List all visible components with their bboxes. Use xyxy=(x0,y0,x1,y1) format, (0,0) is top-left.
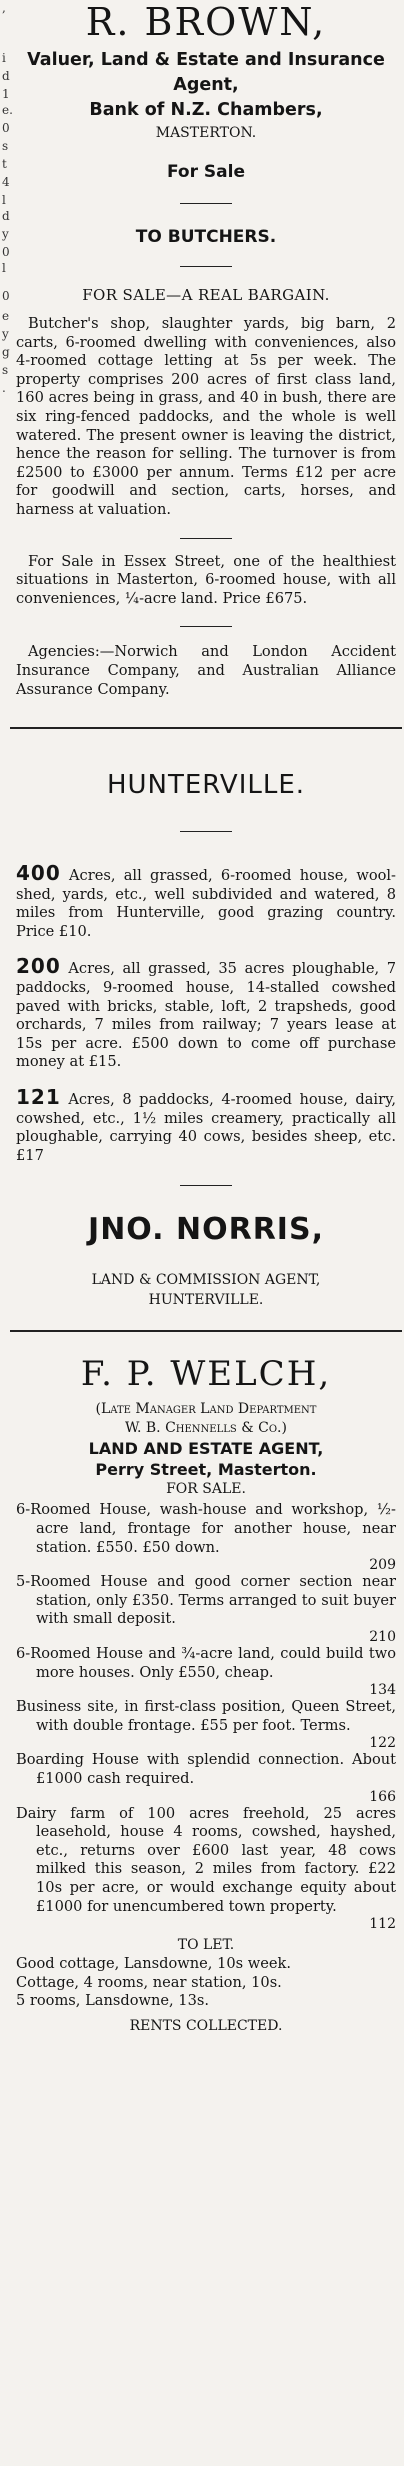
brown-advertisement xyxy=(16,2,396,699)
gutter-mark: 0 xyxy=(2,121,10,135)
gutter-mark: e. xyxy=(2,103,13,117)
gutter-mark: y xyxy=(2,327,9,341)
list-item xyxy=(16,1698,396,1751)
gutter-mark: s xyxy=(2,139,9,153)
lot-acreage: 121 xyxy=(16,1085,61,1110)
welch-name: F. P. WELCH, xyxy=(80,1354,332,1395)
listing-text: 6-Roomed House, wash-house and workshop, ½-acre land, frontage for another house, near station. £550. £50 down. xyxy=(16,1501,396,1556)
gutter-mark: 0 xyxy=(2,245,10,259)
listing-ref: 166 xyxy=(369,1788,396,1805)
list-item xyxy=(16,1645,396,1698)
lot-acreage: 400 xyxy=(16,861,61,886)
bargain-heading: FOR SALE—A REAL BARGAIN. xyxy=(82,286,330,304)
butcher-shop-listing: Butcher's shop, slaughter yards, big barn, 2 carts, 6-roomed dwelling with conveniences, also 4-roomed cottage letting at 5s per week. The property comprises 200 acres of first class land, 160 acres being in grass, and 40 in bush, there are six ring-fenced paddocks, and the whole is well watered. The present owner is leaving the district, hence the reason for selling. The turnover is from £2500 to £3000 per annum. Terms £12 per acre for goodwill and section, carts, horses, and harness at valuation. xyxy=(16,315,396,518)
listing-ref: 210 xyxy=(369,1628,396,1645)
list-item xyxy=(16,1751,396,1804)
agencies-text: Agencies:—Norwich and London Accident Insurance Company, and Australian Alliance Assurance Company. xyxy=(16,643,396,698)
to-butchers-heading: TO BUTCHERS. xyxy=(135,227,277,247)
lot-description: Acres, all grassed, 6-roomed house, wool-shed, yards, etc., well subdivided and watered, 8 miles from Hunterville, good grazing country. Price £10. xyxy=(16,867,396,940)
gutter-mark: e xyxy=(2,309,10,323)
welch-street: Perry Street, Masterton. xyxy=(95,1460,317,1480)
listing-ref: 112 xyxy=(369,1916,396,1933)
list-item xyxy=(16,1805,396,1933)
list-item xyxy=(16,1573,396,1645)
brown-town: MASTERTON. xyxy=(155,125,257,141)
gutter-mark: , xyxy=(2,1,6,15)
hunterville-heading: HUNTERVILLE. xyxy=(106,770,306,801)
gutter-mark: l xyxy=(2,261,6,275)
lot-description: Acres, 8 paddocks, 4-roomed house, dairy, cowshed, etc., 1½ miles creamery, practically all ploughable, carrying 40 cows, besides sheep, etc. £17 xyxy=(16,1091,397,1164)
divider xyxy=(180,831,232,832)
section-separator xyxy=(10,1330,402,1332)
divider xyxy=(180,626,232,627)
gutter-mark: d xyxy=(2,209,10,223)
gutter-mark: g xyxy=(2,345,10,359)
advertisement-column xyxy=(16,0,396,2036)
divider xyxy=(180,203,232,204)
listing-ref: 134 xyxy=(369,1682,396,1699)
welch-for-sale: FOR SALE. xyxy=(166,1481,246,1498)
lot-400-listing xyxy=(16,861,396,941)
gutter-mark: . xyxy=(2,381,6,395)
norris-name: JNO. NORRIS, xyxy=(88,1212,324,1248)
to-let-item: Good cottage, Lansdowne, 10s week. xyxy=(16,1955,292,1973)
welch-chennells: W. B. Chennells & Co.) xyxy=(125,1420,287,1437)
welch-title: LAND AND ESTATE AGENT, xyxy=(88,1439,324,1459)
brown-name: R. BROWN, xyxy=(85,0,327,44)
norris-role: LAND & COMMISSION AGENT, xyxy=(91,1272,321,1289)
gutter-mark: i xyxy=(2,51,6,65)
rents-collected: RENTS COLLECTED. xyxy=(129,2017,283,2034)
listing-ref: 122 xyxy=(369,1735,396,1752)
listing-text: 5-Roomed House and good corner section near station, only £350. Terms arranged to suit buyer with small deposit. xyxy=(16,1573,396,1628)
brown-for-sale: For Sale xyxy=(167,162,245,182)
listing-text: Dairy farm of 100 acres freehold, 25 acres leasehold, house 4 rooms, cowshed, hayshed, etc., returns over £600 last year, 48 cows milked this season, 2 miles from factory. £22 10s per acre, or would exchange equity about £1000 for unencumbered town property. xyxy=(16,1804,396,1915)
gutter-mark: t xyxy=(2,157,7,171)
welch-listings xyxy=(16,1501,396,1932)
listing-ref: 209 xyxy=(369,1557,396,1574)
lot-121-listing xyxy=(16,1085,397,1165)
to-let-heading: TO LET. xyxy=(177,1937,235,1954)
divider xyxy=(180,1185,232,1186)
section-separator xyxy=(10,727,402,729)
norris-advertisement xyxy=(16,769,396,1310)
gutter-mark: d xyxy=(2,69,10,83)
gutter-mark: 4 xyxy=(2,175,10,189)
gutter-mark: l xyxy=(2,193,6,207)
gutter-mark: s xyxy=(2,363,9,377)
gutter-mark: 1 xyxy=(2,87,10,101)
to-let-item: Cottage, 4 rooms, near station, 10s. xyxy=(16,1973,282,1991)
to-let-item: 5 rooms, Lansdowne, 13s. xyxy=(16,1992,209,2010)
divider xyxy=(180,538,232,539)
essex-street-listing: For Sale in Essex Street, one of the healthiest situations in Masterton, 6-roomed house, with all conveniences, ¼-acre land. Price £675. xyxy=(16,552,396,607)
listing-text: Business site, in first-class position, Queen Street, with double frontage. £55 per foot. Terms. xyxy=(16,1698,396,1734)
lot-description: Acres, all grassed, 35 acres ploughable, 7 paddocks, 9-roomed house, 14-stalled cowshed paved with bricks, stable, loft, 2 trapsheds, good orchards, 7 miles from railway; 7 years lease at 15s per acre. £500 down to come off purchase money at £15. xyxy=(16,960,396,1071)
lot-acreage: 200 xyxy=(16,954,61,979)
gutter-mark: y xyxy=(2,227,9,241)
brown-role: Valuer, Land & Estate and Insurance Agent, xyxy=(27,50,385,95)
list-item xyxy=(16,1501,396,1573)
divider xyxy=(180,266,232,267)
norris-town: HUNTERVILLE. xyxy=(148,1292,264,1309)
listing-text: 6-Roomed House and ¾-acre land, could build two more houses. Only £550, cheap. xyxy=(16,1644,396,1681)
lot-200-listing xyxy=(16,954,396,1072)
welch-advertisement xyxy=(16,1356,396,2035)
brown-address: Bank of N.Z. Chambers, xyxy=(89,100,323,120)
left-margin-fragments xyxy=(0,0,12,2466)
welch-late-manager: (Late Manager Land Department xyxy=(95,1401,317,1418)
gutter-mark: 0 xyxy=(2,289,10,303)
listing-text: Boarding House with splendid connection. About £1000 cash required. xyxy=(16,1751,396,1787)
